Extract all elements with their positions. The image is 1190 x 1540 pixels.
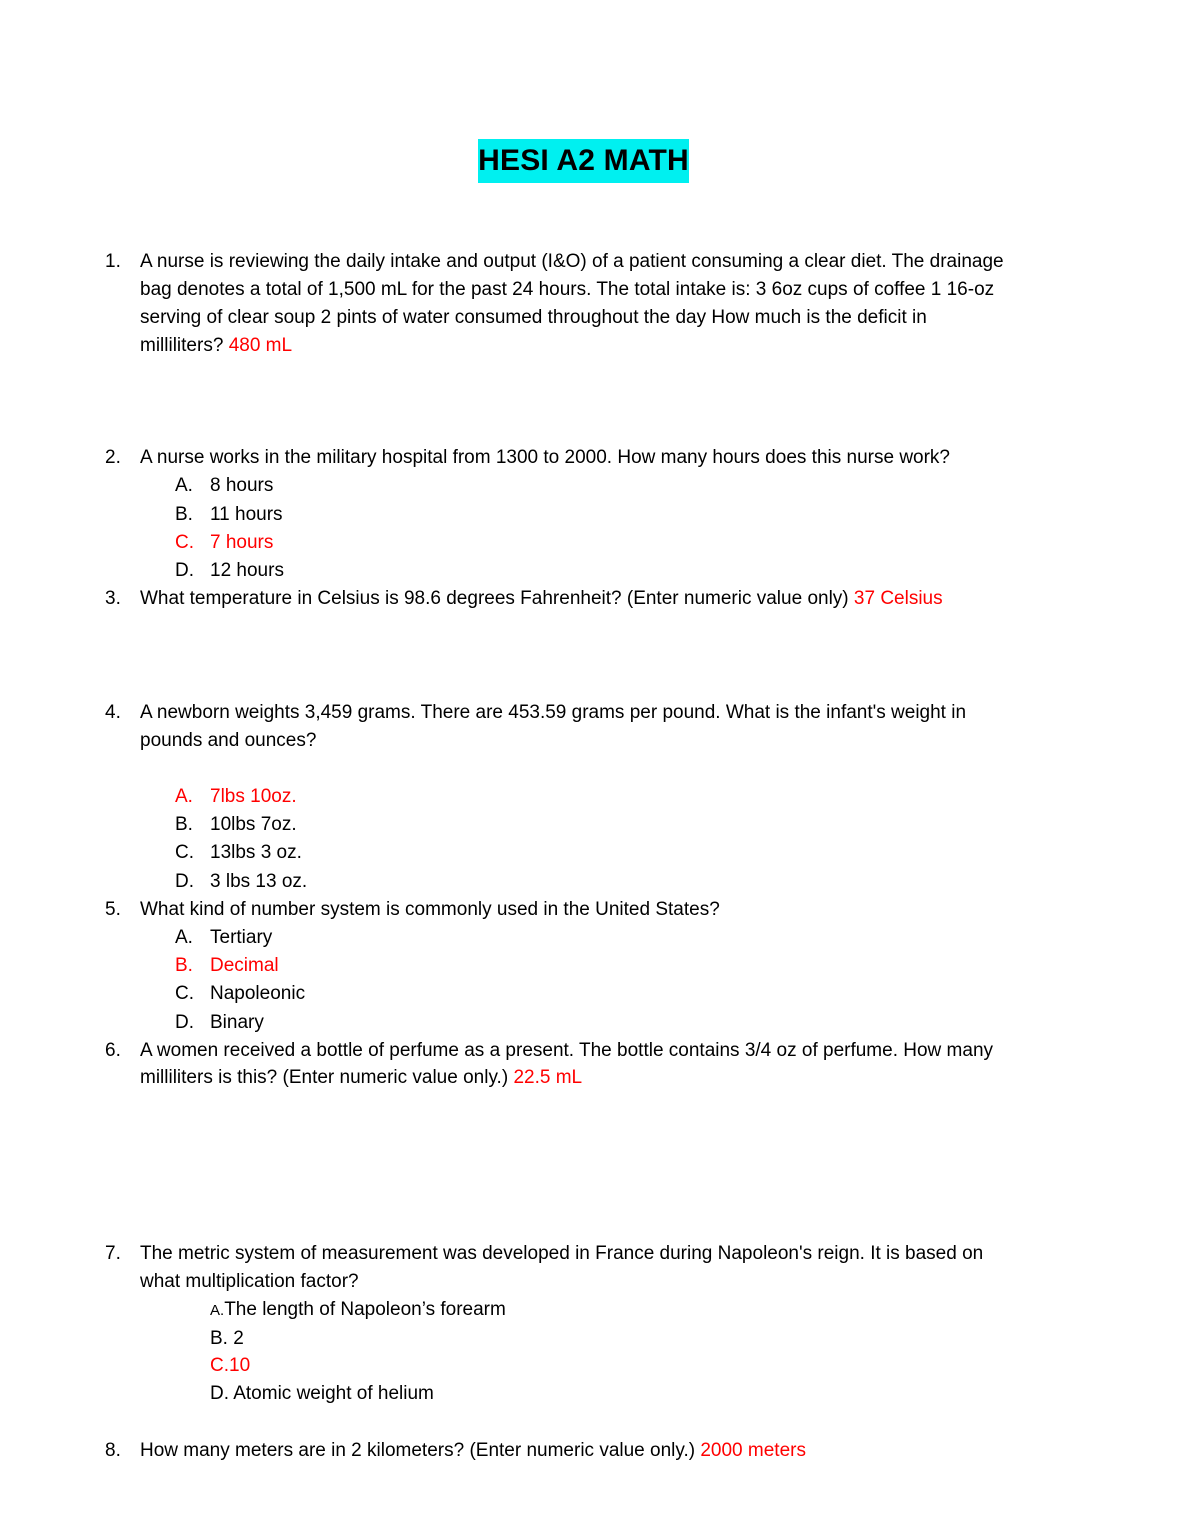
option-text: 10lbs 7oz. — [210, 814, 297, 835]
question-text-line: A nurse works in the military hospital from 1300 to 2000. How many hours does this nurse work? — [140, 447, 950, 468]
question-text-line: What temperature in Celsius is 98.6 degrees Fahrenheit? (Enter numeric value only) 37 Celsius — [140, 588, 943, 609]
question-number: 3. — [105, 588, 121, 609]
option-text: Napoleonic — [210, 983, 306, 1004]
page-title: HESI A2 MATH — [478, 139, 689, 183]
question-text-line: A women received a bottle of perfume as a present. The bottle contains 3/4 oz of perfume. How many — [140, 1040, 994, 1061]
question-text-line: The metric system of measurement was developed in France during Napoleon's reign. It is based on — [140, 1243, 984, 1264]
question-text-line: milliliters is this? (Enter numeric value only.) 22.5 mL — [140, 1067, 583, 1088]
option-text: Atomic weight of helium — [233, 1383, 434, 1404]
option-letter-correct: A. — [175, 786, 193, 807]
option-letter-correct: C. — [175, 532, 194, 553]
option-text: 11 hours — [210, 504, 283, 525]
question-number: 7. — [105, 1243, 121, 1264]
option-line — [210, 1380, 434, 1408]
option-letter: D. — [175, 871, 194, 892]
question-number: 6. — [105, 1040, 121, 1061]
option-line-correct — [210, 1352, 250, 1380]
answer: 480 mL — [228, 335, 293, 356]
option-text: Binary — [210, 1012, 264, 1033]
option-text: Tertiary — [210, 927, 273, 948]
option-letter: D. — [210, 1383, 229, 1404]
question-text-line: A nurse is reviewing the daily intake and output (I&O) of a patient consuming a clear diet. The drainage — [140, 251, 1004, 272]
question-number: 5. — [105, 899, 121, 920]
option-letter: C. — [210, 1355, 229, 1376]
option-letter: B. — [175, 504, 193, 525]
question-text-line: bag denotes a total of 1,500 mL for the past 24 hours. The total intake is: 3 6oz cups of coffee 1 16-oz — [140, 279, 995, 300]
option-text: 3 lbs 13 oz. — [210, 871, 308, 892]
option-letter: A. — [175, 927, 193, 948]
answer: 2000 meters — [700, 1440, 806, 1461]
question-text-line: serving of clear soup 2 pints of water consumed throughout the day How much is the deficit in — [140, 307, 927, 328]
option-letter: D. — [175, 560, 194, 581]
question-text-line: How many meters are in 2 kilometers? (Enter numeric value only.) 2000 meters — [140, 1440, 806, 1461]
question-number: 2. — [105, 447, 121, 468]
question-number: 1. — [105, 251, 121, 272]
answer: 22.5 mL — [513, 1067, 583, 1088]
question-text-line: what multiplication factor? — [140, 1271, 359, 1292]
option-letter: A. — [210, 1302, 225, 1319]
option-line — [210, 1325, 244, 1353]
question-text-line: A newborn weights 3,459 grams. There are 453.59 grams per pound. What is the infant's weight in — [140, 702, 967, 723]
answer: 37 Celsius — [853, 588, 943, 609]
option-text: 13lbs 3 oz. — [210, 842, 302, 863]
option-letter: B. — [175, 814, 193, 835]
question-text-line: pounds and ounces? — [140, 730, 317, 751]
option-text-correct: 7lbs 10oz. — [210, 786, 297, 807]
option-text-correct: 7 hours — [210, 532, 274, 553]
option-letter: D. — [175, 1012, 194, 1033]
option-text-correct: Decimal — [210, 955, 279, 976]
option-text: 12 hours — [210, 560, 284, 581]
option-letter: C. — [175, 842, 194, 863]
option-letter: A. — [175, 475, 193, 496]
option-letter: C. — [175, 983, 194, 1004]
option-letter: B. — [210, 1328, 228, 1349]
option-text: The length of Napoleon’s forearm — [224, 1299, 506, 1320]
question-text-line: What kind of number system is commonly used in the United States? — [140, 899, 720, 920]
option-text: 2 — [233, 1328, 244, 1349]
option-text: 10 — [229, 1355, 251, 1376]
option-letter-correct: B. — [175, 955, 193, 976]
option-line — [210, 1296, 506, 1325]
question-text-line: milliliters? 480 mL — [140, 335, 293, 356]
question-number: 8. — [105, 1440, 121, 1461]
option-text: 8 hours — [210, 475, 274, 496]
question-number: 4. — [105, 702, 121, 723]
